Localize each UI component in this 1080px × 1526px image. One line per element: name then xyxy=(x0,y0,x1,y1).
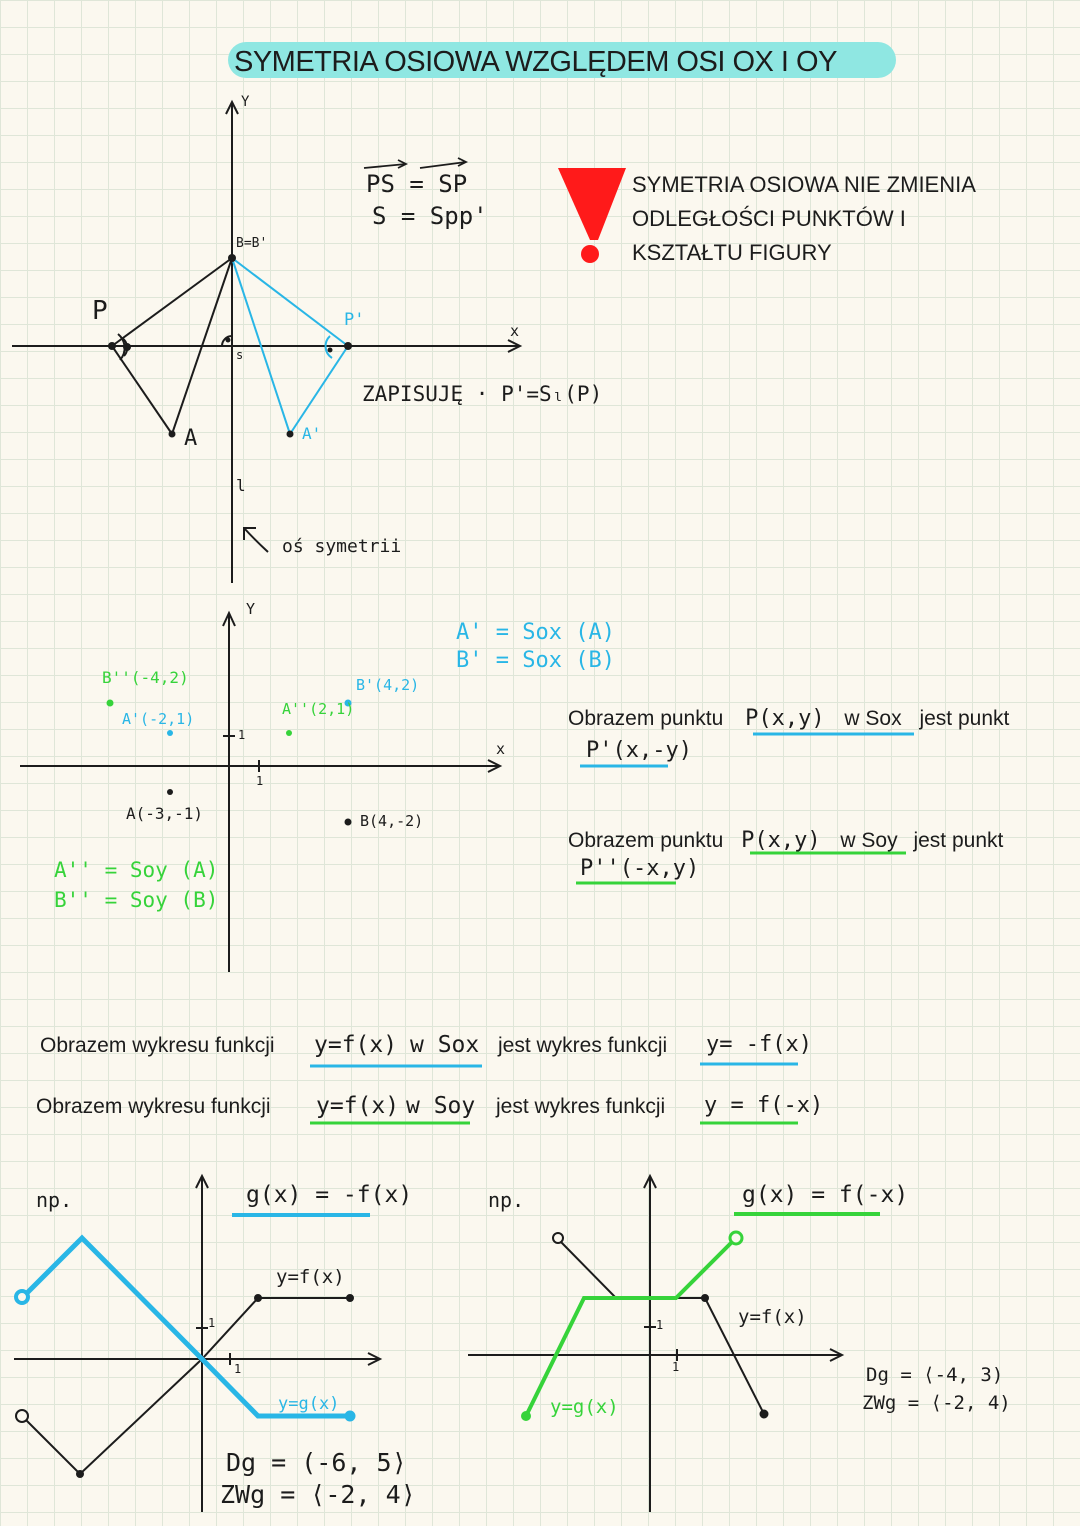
func-rule-2-prefix: Obrazem wykresu funkcji xyxy=(36,1095,271,1118)
warning-line-2: ODLEGŁOŚCI PUNKTÓW I xyxy=(632,206,906,231)
fig1-label-s: s xyxy=(236,348,244,362)
func-rule-2-func: y=f(x) xyxy=(316,1093,400,1119)
ex1-g-label: y=g(x) xyxy=(278,1394,340,1414)
rule-oy-suffix: jest punkt xyxy=(913,829,1004,852)
fig1-formula-1: PS = SP xyxy=(366,170,468,198)
func-rule-2-mid: jest wykres funkcji xyxy=(496,1095,666,1118)
page-title: SYMETRIA OSIOWA WZGLĘDEM OSI OX I OY xyxy=(234,46,837,78)
warning-line-3: KSZTAŁTU FIGURY xyxy=(632,240,832,265)
fig1-label-p: P xyxy=(92,296,108,326)
fig2-point-a: A(-3,-1) xyxy=(126,804,204,823)
rule-oy-result: P''(-x,y) xyxy=(580,856,700,881)
ex2-dg: Dg = ⟨-4, 3) xyxy=(866,1364,1004,1386)
rule-ox-suffix: jest punkt xyxy=(919,707,1010,730)
rule-ox-sym: w Sox xyxy=(844,707,902,730)
ex1-tick-y: 1 xyxy=(208,1316,216,1330)
ex2-tick-y: 1 xyxy=(656,1318,664,1332)
warning-line-1: SYMETRIA OSIOWA NIE ZMIENIA xyxy=(632,172,976,197)
fig2-def-blue-2: B' = Sox (B) xyxy=(456,648,615,673)
arrow-icon xyxy=(244,528,268,552)
rule-oy-sym: w Soy xyxy=(840,829,898,852)
fig1-label-b: B=B' xyxy=(236,236,268,251)
rule-oy-prefix: Obrazem punktu xyxy=(568,829,724,852)
fig1-label-p-prime: P' xyxy=(344,310,365,330)
func-rule-1-result: y= -f(x) xyxy=(706,1032,812,1057)
ex1-f-label: y=f(x) xyxy=(276,1266,345,1288)
fig2-def-green-1: A'' = Soy (A) xyxy=(54,858,219,882)
fig1-axis-x: x xyxy=(510,322,520,340)
ex1-zwg: ZWg = ⟨-2, 4⟩ xyxy=(220,1480,416,1509)
func-rule-1-sym: w Sox xyxy=(410,1032,480,1058)
ex2-g-def: g(x) = f(-x) xyxy=(742,1182,909,1208)
fig1-axis-y: Y xyxy=(241,94,250,110)
vector-arrows xyxy=(364,158,466,168)
underlines xyxy=(232,734,914,1215)
fig2-point-a-prime: A'(-2,1) xyxy=(122,710,195,728)
rule-oy-point: P(x,y) xyxy=(741,828,821,853)
fig2-point-a-double-prime: A''(2,1) xyxy=(282,700,355,718)
ex2-f-label: y=f(x) xyxy=(738,1306,807,1328)
ex1-dg: Dg = (-6, 5⟩ xyxy=(226,1448,407,1477)
ex1-g-def: g(x) = -f(x) xyxy=(246,1182,413,1208)
func-rule-2-sym: w Soy xyxy=(406,1093,476,1119)
ex1-np: np. xyxy=(36,1188,73,1212)
fig2-point-b-prime: B'(4,2) xyxy=(356,676,420,694)
ex1-tick-x: 1 xyxy=(234,1362,242,1376)
fig2-def-green-2: B'' = Soy (B) xyxy=(54,888,219,912)
func-rule-1-func: y=f(x) xyxy=(314,1032,398,1058)
fig1-axis-note: oś symetrii xyxy=(282,536,402,557)
fig2-point-b-double-prime: B''(-4,2) xyxy=(102,668,189,687)
fig1-notation: ZAPISUJĘ · P'=Sₗ(P) xyxy=(362,382,603,406)
fig1-label-a: A xyxy=(184,426,198,451)
fig1-label-a-prime: A' xyxy=(302,424,322,443)
fig2-axes xyxy=(20,613,500,972)
ex2-np: np. xyxy=(488,1188,525,1212)
fig1-formula-2: S = Spp' xyxy=(372,202,488,230)
ex2-graph-g xyxy=(523,1232,742,1419)
fig2-tick-y: 1 xyxy=(238,728,246,742)
ex2-zwg: ZWg = ⟨-2, 4) xyxy=(862,1392,1011,1414)
ex2-g-label: y=g(x) xyxy=(550,1396,619,1418)
fig1-label-l: l xyxy=(236,476,246,495)
fig2-def-blue-1: A' = Sox (A) xyxy=(456,620,615,645)
ex2-axes xyxy=(468,1176,842,1512)
ex2-tick-x: 1 xyxy=(672,1360,680,1374)
fig2-tick-x: 1 xyxy=(256,774,264,788)
fig2-axis-y: Y xyxy=(246,600,256,618)
func-rule-2-result: y = f(-x) xyxy=(704,1093,824,1118)
fig2-point-b: B(4,-2) xyxy=(360,812,424,830)
rule-ox-point: P(x,y) xyxy=(745,706,825,731)
rule-ox-result: P'(x,-y) xyxy=(586,738,692,763)
func-rule-1-prefix: Obrazem wykresu funkcji xyxy=(40,1034,275,1057)
rule-ox-prefix: Obrazem punktu xyxy=(568,707,724,730)
warning-icon xyxy=(558,168,626,263)
fig2-axis-x: x xyxy=(496,740,506,758)
func-rule-1-mid: jest wykres funkcji xyxy=(498,1034,668,1057)
